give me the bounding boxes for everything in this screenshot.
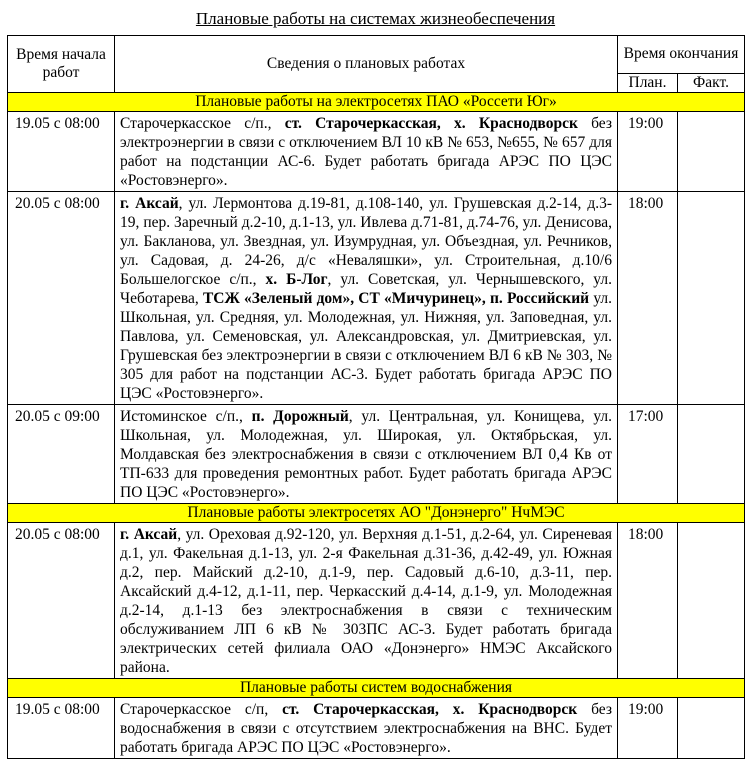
work-info-cell (115, 192, 618, 405)
work-text: без водоснабжения в связи с отсутствием электроснабжения на ВНС. Будет работать бригада АРЭС ПО ЦЭС «Ростовэнерго». (120, 701, 612, 756)
work-text: ул. Школьная, ул. Средняя, ул. Молодежная, ул. Нижняя, ул. Заповедная, ул. Павлова, ул. Семеновская, ул. Александровская, ул. Дмитриевская, ул. Грушевская без электроэнергии в связи с отключением ВЛ 6 кВ № 303, № 305 для работ на подстанции АС-3. Будет работать бригада АРЭС ПО ЦЭС «Ростовэнерго». (120, 290, 613, 402)
location-highlight: ТСЖ «Зеленый дом», СТ «Мичуринец», п. Российский (202, 290, 590, 307)
table-header (8, 36, 745, 93)
location-highlight: г. Аксай (120, 195, 179, 212)
section-header-row (8, 679, 745, 698)
location-highlight: г. Аксай (120, 526, 178, 543)
start-time-cell: 19.05 с 08:00 (8, 698, 115, 759)
section-title: Плановые работы электросетях АО "Донэнерго" НчМЭС (8, 504, 745, 523)
header-planned: План. (618, 73, 678, 92)
work-text: , ул. Центральная, ул. Конищева, ул. Школьная, ул. Молодежная, ул. Широкая, ул. Октябрьская, ул. Молдавская без электроснабжения в связи с отключением ВЛ 0,4 Кв от ТП-633 для проведения ремонтных работ. Будет работать бригада АРЭС ПО ЦЭС «Ростовэнерго». (120, 408, 613, 501)
location-highlight: х. Б-Лог (265, 271, 328, 288)
start-time-cell: 20.05 с 08:00 (8, 192, 115, 405)
table-row (8, 405, 745, 504)
start-time-cell: 20.05 с 08:00 (8, 523, 115, 679)
work-info-cell (115, 405, 618, 504)
planned-end-cell: 18:00 (618, 192, 678, 405)
header-info: Сведения о плановых работах (115, 36, 618, 93)
start-time-cell: 19.05 с 08:00 (8, 112, 115, 192)
section-title: Плановые работы систем водоснабжения (8, 679, 745, 698)
actual-end-cell (678, 405, 745, 504)
planned-end-cell: 19:00 (618, 112, 678, 192)
work-text: , ул. Советская, ул. Чернышевского, ул. Чеботарева, (120, 271, 612, 307)
section-title: Плановые работы на электросетях ПАО «Россети Юг» (8, 93, 745, 112)
work-text: Старочеркасское с/п, (120, 701, 283, 718)
actual-end-cell (678, 192, 745, 405)
actual-end-cell (678, 698, 745, 759)
planned-end-cell: 17:00 (618, 405, 678, 504)
table-row (8, 523, 745, 679)
section-header-row (8, 504, 745, 523)
work-text: , ул. Лермонтова д.19-81, д.108-140, ул. Грушевская д.2-14, д.3-19, пер. Заречный д.2-10, д.1-13, ул. Ивлева д.71-81, д.74-76, ул. Денисова, ул. Бакланова, ул. Звездная, ул. Изумрудная, ул. Объездная, ул. Речников, ул. Садовая, д. 24-26, д/с «Неваляшки», ул. Строительная, д.10/6 Большелогское с/п., (120, 195, 612, 288)
table-row (8, 698, 745, 759)
header-end-time: Время окончания (618, 36, 745, 74)
actual-end-cell (678, 112, 745, 192)
planned-end-cell: 18:00 (618, 523, 678, 679)
section-header-row (8, 93, 745, 112)
schedule-table (7, 35, 745, 759)
work-text: Истоминское с/п., (120, 408, 252, 425)
table-row (8, 112, 745, 192)
header-start-time: Время начала работ (8, 36, 115, 93)
work-text: Старочеркасское с/п., (120, 115, 285, 132)
actual-end-cell (678, 523, 745, 679)
page-title: Плановые работы на системах жизнеобеспечения (195, 9, 556, 28)
table-row (8, 192, 745, 405)
work-info-cell (115, 698, 618, 759)
planned-end-cell: 19:00 (618, 698, 678, 759)
header-actual: Факт. (678, 73, 745, 92)
work-text: без электроэнергии в связи с отключением ВЛ 10 кВ № 653, №655, № 657 для работ на подстанции АС-6. Будет работать бригада АРЭС ПО ЦЭС «Ростовэнерго». (120, 115, 612, 189)
start-time-cell: 20.05 с 09:00 (8, 405, 115, 504)
work-text: , ул. Ореховая д.92-120, ул. Верхняя д.1-51, д.2-64, ул. Сиреневая д.1, ул. Факельная д.1-13, ул. 2-я Факельная д.31-36, д.42-49, ул. Южная д.2, пер. Майский д.2-10, д.1-9, пер. Садовый д.6-10, д.3-11, пер. Аксайский д.4-12, д.1-11, пер. Черкасский д.4-14, д.1-9, ул. Молодежная д.2-14, д.1-13 без электроснабжения в связи с техническим обслуживанием ЛП 6 кВ № 303ПС АС-3. Будет работать бригада электрических сетей филиала ОАО «Донэнерго» НМЭС Аксайского района. (120, 526, 612, 676)
location-highlight: ст. Старочеркасская, х. Краснодворск (282, 701, 578, 718)
location-highlight: п. Дорожный (251, 408, 349, 425)
location-highlight: ст. Старочеркасская, х. Краснодворск (284, 115, 578, 132)
work-info-cell (115, 112, 618, 192)
work-info-cell (115, 523, 618, 679)
